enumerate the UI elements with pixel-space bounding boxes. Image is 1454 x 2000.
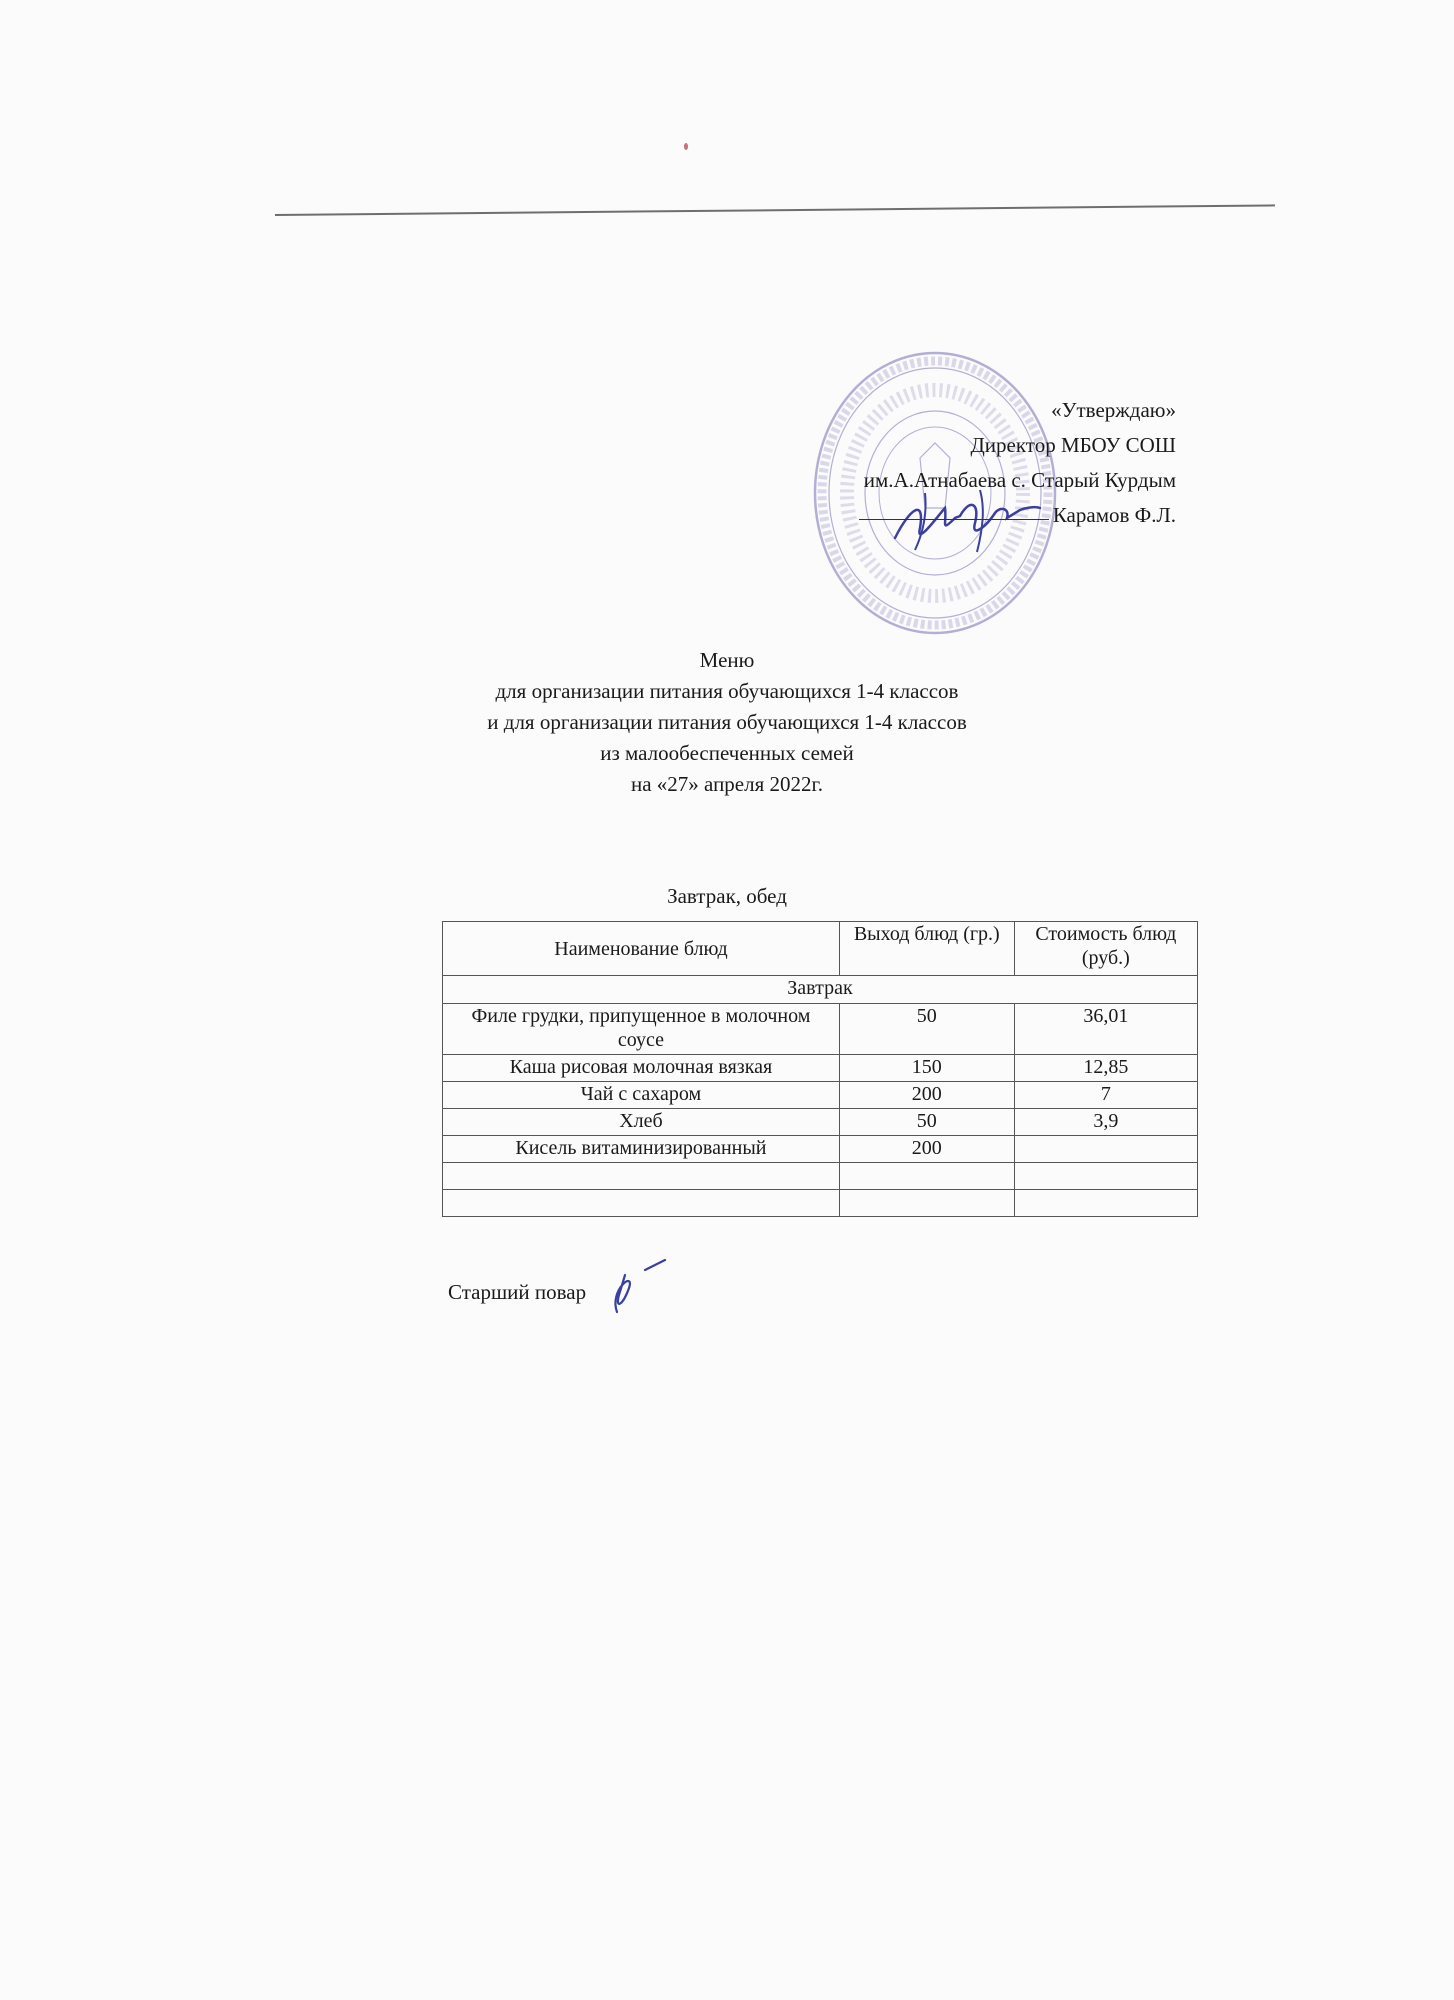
table-row	[443, 1109, 1198, 1136]
dish-weight: 150	[839, 1055, 1014, 1082]
table-row	[443, 1004, 1198, 1055]
dish-price: 7	[1014, 1082, 1197, 1109]
table-header-row	[443, 922, 1198, 976]
empty-cell	[839, 1190, 1014, 1217]
empty-cell	[1014, 1163, 1197, 1190]
title-line-4: из малообеспеченных семей	[600, 741, 854, 765]
empty-cell	[443, 1163, 840, 1190]
table-row	[443, 1055, 1198, 1082]
dish-price: 3,9	[1014, 1109, 1197, 1136]
signature-underline	[859, 519, 1049, 520]
empty-cell	[443, 1190, 840, 1217]
dish-weight: 200	[839, 1082, 1014, 1109]
chef-label: Старший повар	[448, 1280, 587, 1304]
dish-name: Филе грудки, припущенное в молочном соусе	[443, 1004, 840, 1055]
dish-weight: 200	[839, 1136, 1014, 1163]
approval-school: им.А.Атнабаева с. Старый Курдым	[863, 468, 1176, 492]
table-row	[443, 1136, 1198, 1163]
table-row-empty	[443, 1190, 1198, 1217]
dish-name: Чай с сахаром	[443, 1082, 840, 1109]
approval-signature-line	[859, 498, 1176, 533]
approval-name: Карамов Ф.Л.	[1052, 503, 1176, 527]
header-weight: Выход блюд (гр.)	[839, 922, 1014, 976]
dish-name: Хлеб	[443, 1109, 840, 1136]
document-title	[0, 645, 1454, 800]
header-dish-name: Наименование блюд	[443, 922, 840, 976]
menu-table	[442, 921, 1198, 1217]
meal-heading: Завтрак, обед	[667, 884, 787, 908]
header-price: Стоимость блюд (руб.)	[1014, 922, 1197, 976]
dish-name: Кисель витаминизированный	[443, 1136, 840, 1163]
dish-weight: 50	[839, 1004, 1014, 1055]
dish-price: 12,85	[1014, 1055, 1197, 1082]
empty-cell	[839, 1163, 1014, 1190]
title-line-2: для организации питания обучающихся 1-4 классов	[495, 679, 959, 703]
empty-cell	[1014, 1190, 1197, 1217]
dish-weight: 50	[839, 1109, 1014, 1136]
table-section-row	[443, 976, 1198, 1004]
approval-block	[859, 393, 1176, 533]
title-line-1: Меню	[699, 648, 755, 672]
table-row-empty	[443, 1163, 1198, 1190]
dish-name: Каша рисовая молочная вязкая	[443, 1055, 840, 1082]
scan-edge-line	[275, 204, 1275, 216]
approval-position: Директор МБОУ СОШ	[970, 433, 1176, 457]
chef-signature	[605, 1250, 685, 1320]
title-line-3: и для организации питания обучающихся 1-4 классов	[487, 710, 967, 734]
approval-heading: «Утверждаю»	[1051, 398, 1176, 422]
scan-speck	[684, 143, 688, 150]
title-line-5: на «27» апреля 2022г.	[630, 772, 824, 796]
dish-price: 36,01	[1014, 1004, 1197, 1055]
table-row	[443, 1082, 1198, 1109]
section-breakfast: Завтрак	[443, 976, 1198, 1004]
dish-price	[1014, 1136, 1197, 1163]
